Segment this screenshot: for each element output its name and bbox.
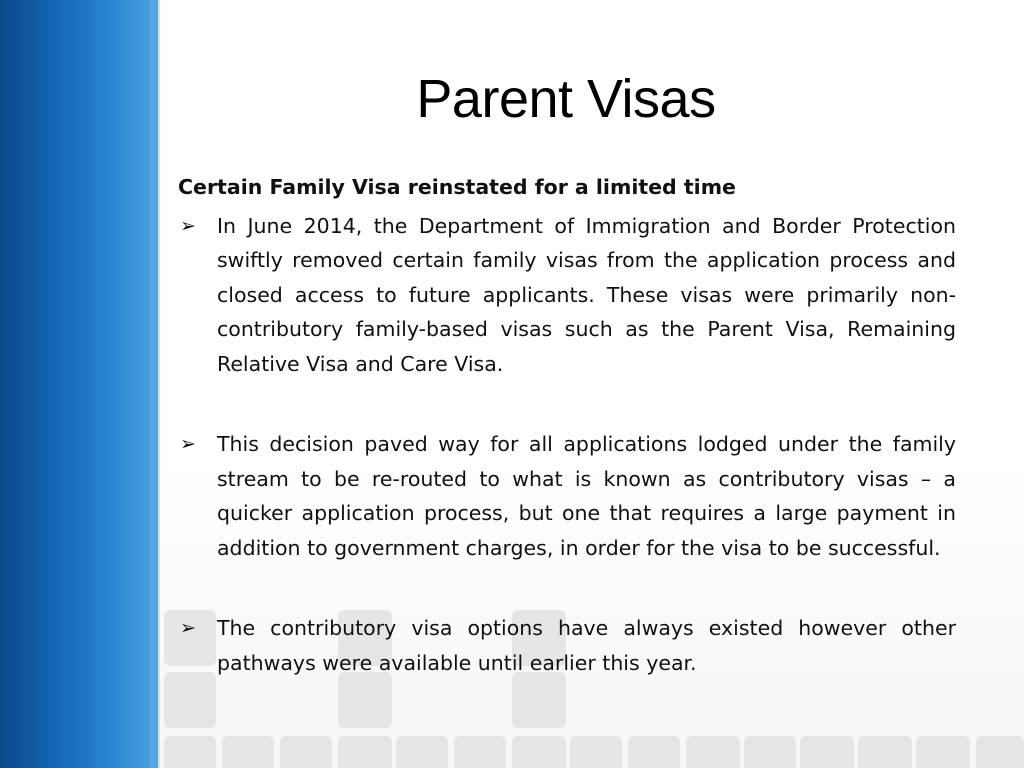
- bullet-text: This decision paved way for all applications lodged under the family stream to be re-routed to what is known as contributory visas – a quicker application process, but one that requires a large payment in addition to government charges, in order for the visa to be successful.: [217, 432, 956, 560]
- subheading: Certain Family Visa reinstated for a limited time: [178, 175, 736, 199]
- decor-tile: [916, 736, 970, 768]
- decor-tile: [338, 736, 392, 768]
- decor-tile: [686, 736, 740, 768]
- decor-tile: [454, 736, 506, 768]
- slide-title: Parent Visas: [416, 69, 716, 129]
- decor-tile: [512, 672, 566, 728]
- slide-body: [178, 170, 956, 680]
- decor-tile: [338, 672, 392, 728]
- decor-tile: [858, 736, 912, 768]
- bullet-text: In June 2014, the Department of Immigration and Border Protection swiftly removed certain family visas from the application process and closed access to future applicants. These visas were primarily non-contributory family-based visas such as the Parent Visa, Remaining Relative Visa and Care Visa.: [217, 213, 956, 376]
- bullet-item: [178, 209, 956, 382]
- bullet-text: The contributory visa options have always existed however other pathways were available until earlier this year.: [217, 616, 956, 675]
- decor-tile: [512, 736, 566, 768]
- decor-tile: [976, 736, 1024, 768]
- decor-tile: [222, 736, 274, 768]
- decor-tile: [570, 736, 622, 768]
- decor-tile: [396, 736, 448, 768]
- arrow-bullet-icon: ➢: [180, 617, 196, 639]
- decor-tile: [280, 736, 332, 768]
- blue-sidebar-decoration: [0, 0, 158, 768]
- bullet-item: [178, 611, 956, 680]
- decor-tile: [164, 672, 216, 728]
- decor-tile: [800, 736, 854, 768]
- bullet-item: [178, 427, 956, 565]
- decor-tile: [164, 736, 216, 768]
- decor-tile: [744, 736, 796, 768]
- arrow-bullet-icon: ➢: [180, 214, 196, 237]
- decor-tile: [628, 736, 680, 768]
- arrow-bullet-icon: ➢: [180, 433, 196, 455]
